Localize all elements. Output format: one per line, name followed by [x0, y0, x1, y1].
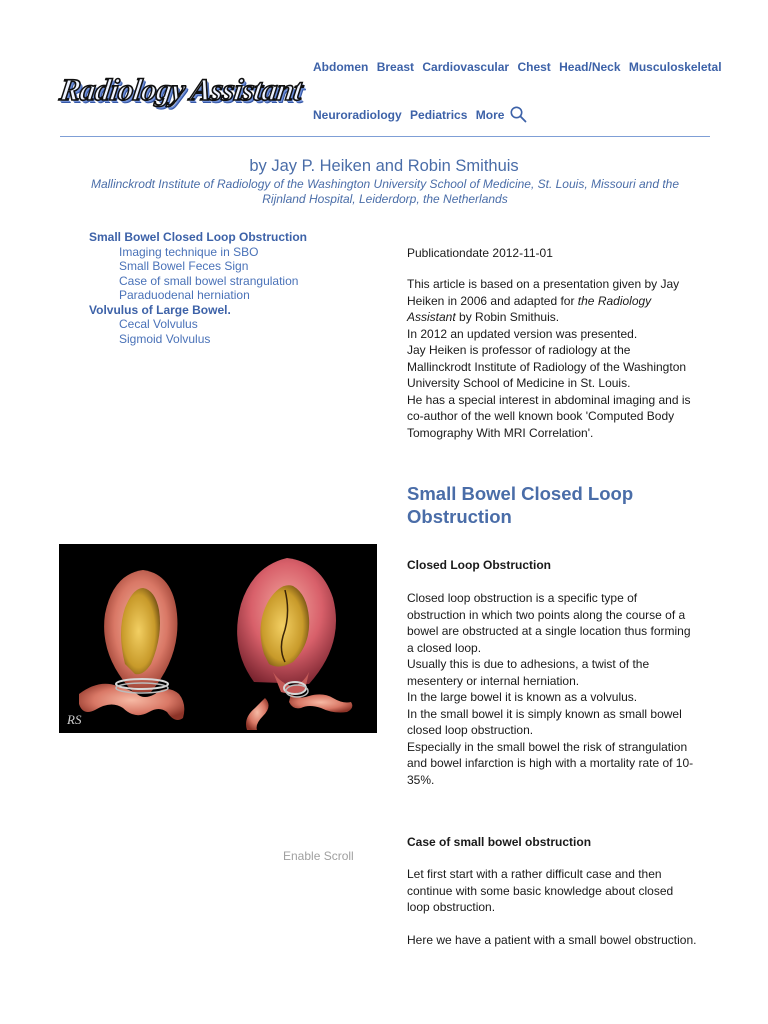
search-icon[interactable] [510, 106, 527, 126]
enable-scroll-button[interactable]: Enable Scroll [283, 849, 354, 863]
nav-head-neck[interactable]: Head/Neck [559, 60, 621, 74]
header-divider [60, 136, 710, 137]
intro-paragraph: In 2012 an updated version was presented. [407, 326, 638, 341]
article-affiliation: Mallinckrodt Institute of Radiology of the Washington University School of Medicine, St. Louis, Missouri and the Rijnland Hospital, Leiderdorp, the Netherlands [90, 177, 680, 206]
nav-breast[interactable]: Breast [376, 60, 415, 74]
intro-paragraph: Jay Heiken is professor of radiology at the Mallinckrodt Institute of Radiology of the Washington University School of Medicine in St. Louis. [407, 343, 687, 390]
body-paragraph: Closed loop obstruction is a specific type of obstruction in which two points along the course of a bowel are obstructed at a single location thus forming a closed loop. [407, 591, 691, 655]
toc-item[interactable]: Small Bowel Closed Loop Obstruction [89, 230, 308, 244]
body-paragraph: Let first start with a rather difficult case and then continue with some basic knowledge about closed loop obstruction. [407, 867, 674, 914]
subheading-case: Case of small bowel obstruction [407, 835, 592, 849]
intro-paragraph: He has a special interest in abdominal imaging and is co-author of the well known book 'Computed Body Tomography With MRI Correlation'. [407, 392, 691, 440]
article-byline: by Jay P. Heiken and Robin Smithuis [249, 157, 519, 175]
toc-item[interactable]: Paraduodenal herniation [119, 288, 250, 302]
nav-neuroradiology[interactable]: Neuroradiology [313, 108, 402, 122]
publication-date: Publicationdate 2012-11-01 [407, 246, 553, 260]
nav-more[interactable]: More [475, 108, 505, 122]
nav-chest[interactable]: Chest [517, 60, 551, 74]
toc-item[interactable]: Cecal Volvulus [119, 317, 198, 331]
body-paragraph: Here we have a patient with a small bowel obstruction. [407, 932, 697, 947]
intro-paragraph: This article is based on a presentation given by Jay Heiken in 2006 and adapted for the Radiology Assistant by Robin Smithuis. [407, 277, 680, 324]
closed-loop-text [407, 590, 697, 788]
table-of-contents [89, 230, 307, 346]
toc-item[interactable]: Imaging technique in SBO [119, 244, 259, 259]
section-title: Small Bowel Closed Loop Obstruction [407, 483, 634, 527]
body-paragraph: In the small bowel it is simply known as small bowel closed loop obstruction. [407, 706, 682, 737]
nav-pediatrics[interactable]: Pediatrics [410, 108, 468, 122]
nav-row-2 [313, 106, 527, 126]
body-paragraph: Usually this is due to adhesions, a twist of the mesentery or internal herniation. [407, 657, 650, 688]
nav-row-1 [313, 60, 727, 74]
subheading-closed-loop: Closed Loop Obstruction [407, 558, 551, 572]
artist-signature: RS [67, 712, 82, 727]
nav-musculoskeletal[interactable]: Musculoskeletal [628, 60, 722, 74]
nav-abdomen[interactable]: Abdomen [313, 60, 369, 74]
intro-text [407, 276, 697, 441]
toc-item[interactable]: Volvulus of Large Bowel. [89, 302, 231, 317]
toc-item[interactable]: Sigmoid Volvulus [119, 331, 211, 346]
toc-item[interactable]: Small Bowel Feces Sign [119, 259, 249, 273]
body-paragraph: Especially in the small bowel the risk of strangulation and bowel infarction is high with a mortality rate of 10-35%. [407, 739, 694, 787]
closed-loop-illustration[interactable] [59, 544, 377, 733]
nav-cardiovascular[interactable]: Cardiovascular [422, 60, 510, 74]
body-paragraph: In the large bowel it is known as a volvulus. [407, 690, 638, 704]
site-logo[interactable]: Radiology Assistant [57, 72, 305, 107]
case-text [407, 866, 697, 948]
toc-item[interactable]: Case of small bowel strangulation [119, 273, 299, 288]
